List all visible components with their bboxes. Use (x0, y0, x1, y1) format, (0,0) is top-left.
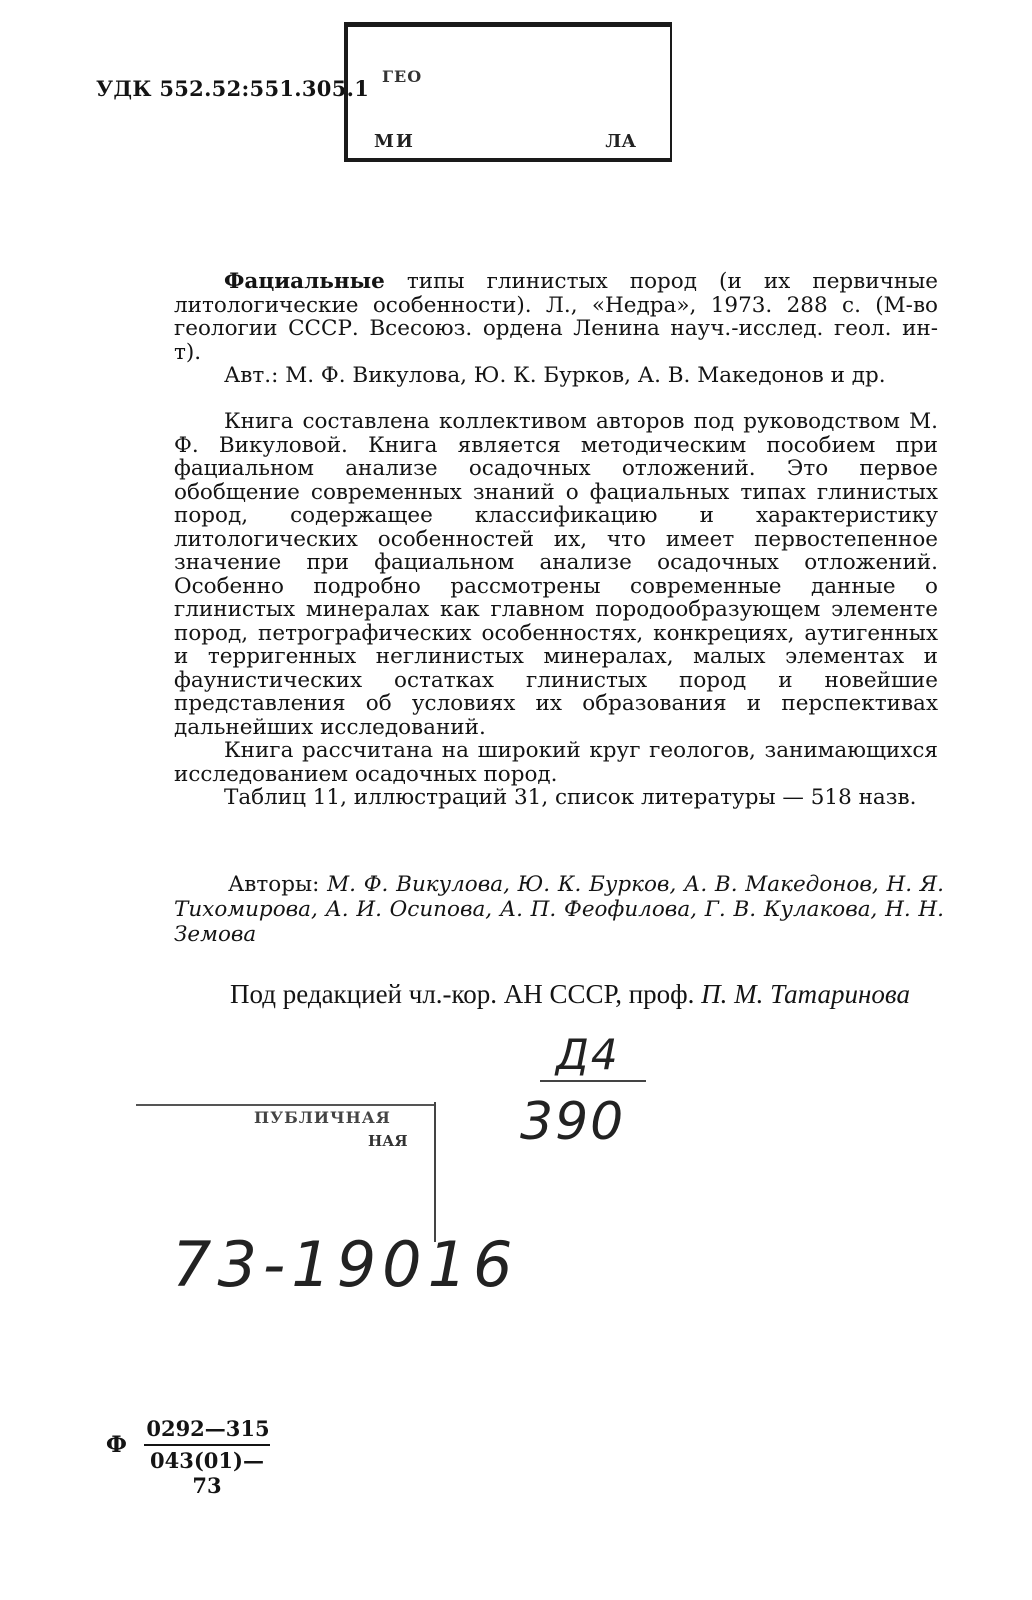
library-stamp-top (344, 22, 672, 162)
stamp-top-line3: ЛА (605, 131, 636, 152)
handwritten-mark-2: 390 (520, 1092, 626, 1152)
biblio-lead: Фациальные (224, 269, 385, 294)
annotation (174, 410, 938, 810)
editor-prefix: Под редакцией чл.-кор. АН СССР, проф. (230, 979, 695, 1009)
handwritten-inventory-number: 73-19016 (172, 1228, 519, 1301)
authors-names: М. Ф. Викулова, Ю. К. Бурков, А. В. Македонов, Н. Я. Тихомирова, А. И. Осипова, А. П. Феофилова, Г. В. Кулакова, Н. Н. Земова (174, 872, 944, 947)
annotation-paragraph-2: Книга рассчитана на широкий круг геологов, занимающихся исследованием осадочных пород. (174, 738, 938, 787)
biblio-text: типы глинистых пород (и их первичные литологические особенности). Л., «Недра», 1973. 288 с. (М-во геологии СССР. Всесоюз. ордена Ленина науч.-исслед. геол. ин-т). (174, 269, 938, 365)
code-fraction-bar (144, 1444, 270, 1446)
code-denominator: 043(01)—73 (150, 1448, 264, 1498)
stamp-bottom-line1: ПУБЛИЧНАЯ (254, 1108, 391, 1127)
code-numerator: 0292—315 (146, 1416, 270, 1441)
stamp-top-line2: МИ (374, 131, 415, 152)
publication-code (106, 1416, 276, 1498)
stamp-bottom-edge (434, 1102, 436, 1242)
biblio-record (174, 270, 938, 364)
handwritten-mark-1: Д4 (556, 1030, 620, 1079)
stamp-bottom-line2: НАЯ (368, 1132, 408, 1150)
editor-name: П. М. Татаринова (701, 979, 910, 1009)
stamp-top-line1: ГЕО (382, 67, 423, 86)
biblio-authors: Авт.: М. Ф. Викулова, Ю. К. Бурков, А. В. Македонов и др. (224, 363, 886, 388)
annotation-paragraph-1: Книга составлена коллективом авторов под руководством М. Ф. Викуловой. Книга является методическим пособием при фациальном анализе осадочных отложений. Это первое обобщение современных знаний о фациальных типах глинистых пород, содержащее классификацию и характеристику литологических особенностей их, что имеет первостепенное значение при фациальном анализе осадочных отложений. Особенно подробно рассмотрены современные данные о глинистых минералах как главном породообразующем элементе пород, петрографических особенностях, конкрециях, аутигенных и терригенных неглинистых минералах, малых элементах и фаунистических остатках глинистых пород и новейшие представления об условиях их образования и перспективах дальнейших исследований. (174, 409, 938, 740)
library-stamp-bottom (128, 1090, 458, 1250)
editor-credit (174, 978, 942, 1011)
code-letter: Ф (106, 1432, 127, 1458)
authors-label: Авторы: (228, 872, 320, 897)
handwritten-underline (540, 1080, 646, 1082)
stamp-bottom-border (136, 1104, 436, 1106)
bibliographic-description (174, 270, 938, 388)
udk-index: УДК 552.52:551.305.1 (96, 76, 370, 101)
annotation-paragraph-3: Таблиц 11, иллюстраций 31, список литературы — 518 назв. (224, 785, 917, 810)
authors-credit (174, 872, 944, 947)
